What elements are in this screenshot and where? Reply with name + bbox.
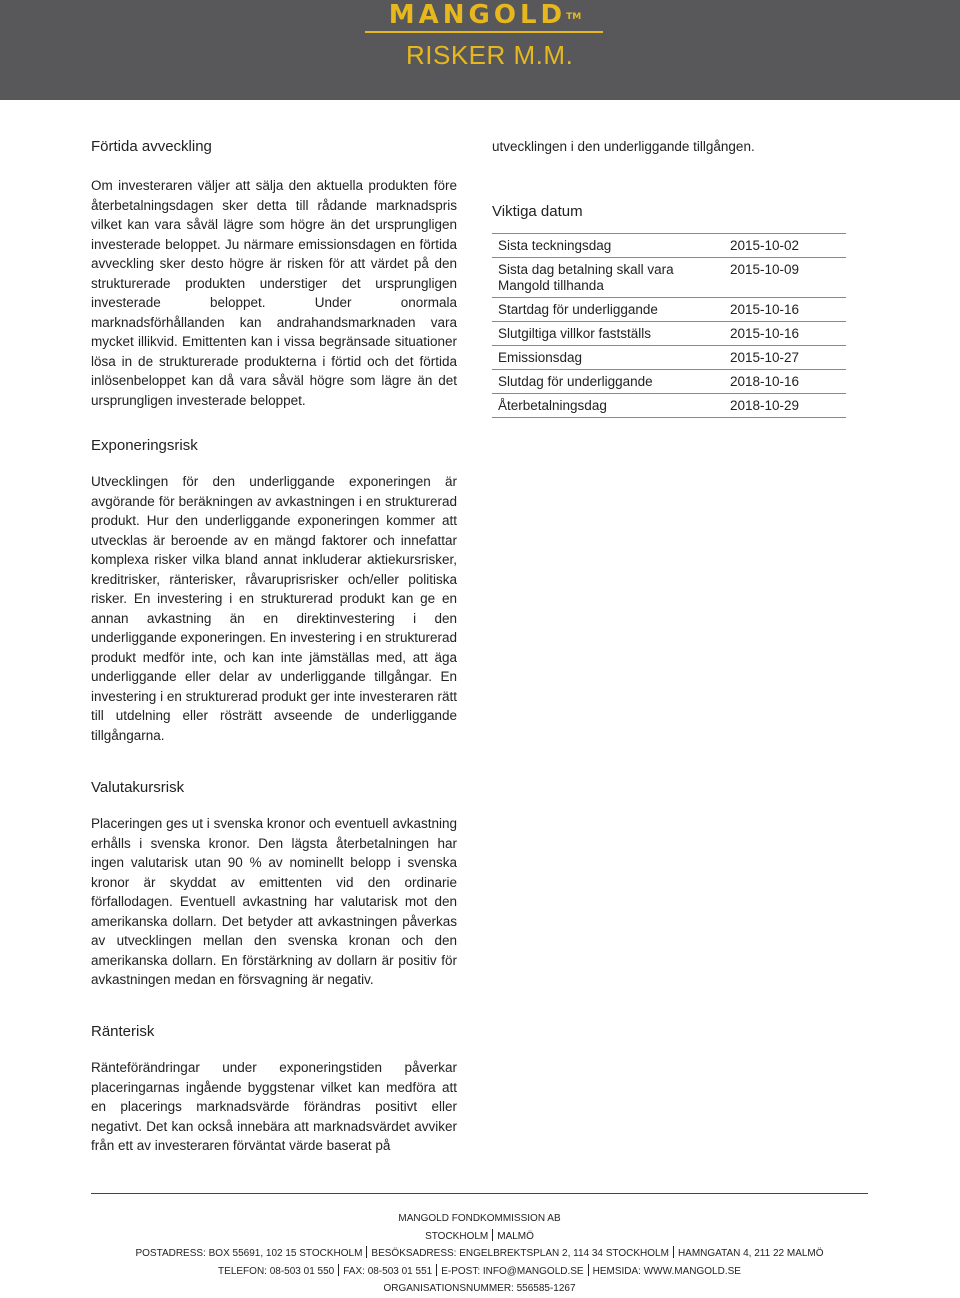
footer-addresses (91, 1245, 868, 1263)
table-row (492, 234, 846, 258)
section-valutakursrisk (91, 778, 457, 990)
page-footer (91, 1210, 868, 1298)
footer-cities (91, 1228, 868, 1246)
section-heading: Exponeringsrisk (91, 437, 198, 454)
footer-visit: BESÖKSADRESS: ENGELBREKTSPLAN 2, 114 34 STOCKHOLM (371, 1248, 669, 1259)
footer-org-number: ORGANISATIONSNUMMER: 556585-1267 (383, 1283, 576, 1294)
footer-divider (91, 1193, 868, 1194)
footer-city: STOCKHOLM (425, 1230, 489, 1242)
logo-underline (365, 31, 603, 33)
continuation-text: utvecklingen i den underliggande tillgången. (492, 139, 755, 154)
date-label: Sista teckningsdag (492, 234, 728, 258)
date-value: 2015-10-16 (728, 322, 846, 346)
date-label: Återbetalningsdag (492, 394, 728, 418)
page-title: RISKER M.M. (406, 40, 574, 70)
date-label: Startdag för underliggande (492, 298, 728, 322)
section-exponeringsrisk (91, 436, 457, 745)
footer-company: MANGOLD FONDKOMMISSION AB (398, 1213, 561, 1224)
section-heading: Ränterisk (91, 1023, 155, 1040)
footer-phone: TELEFON: 08-503 01 550 (218, 1265, 335, 1277)
section-text: Om investeraren väljer att sälja den aktuella produkten före återbetalningsdagen sker detta till rådande marknadspris vilket kan vara såväl lägre som högre än det ursprungligen investerade beloppet. Ju närmare emissionsdagen en förtida avveckling sker desto högre är risken för att värdet på den strukturerade produkten understiger det ursprungligen investerade beloppet. Under onormala marknadsförhållanden kan andrahandsmarknaden vara mycket illikvid. Emittenten kan i vissa begränsade situationer lösa in de strukturerade produkterna i förtid och det förtida inlösenbeloppet kan då vara såväl högre som lägre än det ursprungligen investerade beloppet. (91, 178, 457, 408)
footer-separator (436, 1264, 437, 1276)
table-row (492, 322, 846, 346)
section-text: Placeringen ges ut i svenska kronor och eventuell avkastning erhålls i svenska kronor. Den lägsta återbetalningen har ingen valutarisk utan 90 % av nominellt belopp i svenska kronor är skyddat av emittenten vid den ordinarie förfallodagen. Eventuell avkastning har valutarisk mot den amerikanska dollarn. Det betyder att avkastningen påverkas av utvecklingen mellan den svenska kronan och den amerikanska dollarn. En förstärkning av dollarn är positiv för avkastningen medan en försvagning är negativ. (91, 816, 457, 987)
date-value: 2018-10-29 (728, 394, 846, 418)
table-row (492, 370, 846, 394)
date-label: Slutdag för underliggande (492, 370, 728, 394)
logo-text: MANGOLD (388, 0, 567, 30)
section-text: Utvecklingen för den underliggande exponeringen är avgörande för beräkningen av avkastningen i en strukturerad produkt. Hur den underliggande exponeringen kommer att utvecklas är beroende av en mängd faktorer och innefattar komplexa risker vilka bland annat inkluderar aktiekursrisker, kreditrisker, ränterisker, råvaruprisrisker och/eller politiska risker. En investering i en strukturerad produkt kan ge en annan avkastning än en direktinvestering i den underliggande exponeringen. En investering i en strukturerad produkt medför inte, och kan inte jämställas med, att äga underliggande eller delar av underliggande tillgångar. En investering i en strukturerad produkt ger inte investeraren rätt till utdelning eller rösträtt avseende de underliggande tillgångarna. (91, 474, 457, 743)
section-heading: Valutakursrisk (91, 779, 185, 796)
important-dates-table (492, 233, 846, 418)
logo-trademark: TM (566, 12, 582, 22)
footer-separator (673, 1246, 674, 1258)
footer-fax: FAX: 08-503 01 551 (343, 1265, 433, 1277)
date-value: 2015-10-16 (728, 298, 846, 322)
section-text: Ränteförändringar under exponeringstiden påverkar placeringarnas ingående byggstenar vilket kan medföra att en placerings marknadsvärde förändras positivt eller negativt. Det kan också innebära att marknadsvärdet avviker från ett av investeraren förväntat värde baserat på (91, 1060, 457, 1153)
footer-postal: POSTADRESS: BOX 55691, 102 15 STOCKHOLM (135, 1248, 363, 1259)
date-label: Sista dag betalning skall vara Mangold tillhanda (492, 258, 728, 298)
date-value: 2015-10-09 (728, 258, 846, 298)
table-row (492, 258, 846, 298)
date-value: 2018-10-16 (728, 370, 846, 394)
footer-separator (492, 1229, 493, 1241)
footer-city: MALMÖ (497, 1230, 534, 1242)
date-label: Slutgiltiga villkor fastställs (492, 322, 728, 346)
footer-web[interactable]: HEMSIDA: WWW.MANGOLD.SE (592, 1265, 741, 1277)
footer-email[interactable]: E-POST: INFO@MANGOLD.SE (441, 1265, 584, 1277)
date-value: 2015-10-27 (728, 346, 846, 370)
section-ranterisk (91, 1022, 457, 1156)
footer-malmo: HAMNGATAN 4, 211 22 MALMÖ (677, 1248, 824, 1259)
section-fortida-avveckling (91, 137, 457, 410)
page-header (0, 0, 960, 100)
footer-separator (588, 1264, 589, 1276)
section-heading: Förtida avveckling (91, 138, 212, 155)
footer-contact (91, 1263, 868, 1281)
footer-separator (338, 1264, 339, 1276)
date-label: Emissionsdag (492, 346, 728, 370)
footer-separator (366, 1246, 367, 1258)
mangold-logo (365, 0, 605, 30)
table-row (492, 346, 846, 370)
table-row (492, 298, 846, 322)
date-value: 2015-10-02 (728, 234, 846, 258)
table-row (492, 394, 846, 418)
dates-heading: Viktiga datum (492, 203, 583, 220)
